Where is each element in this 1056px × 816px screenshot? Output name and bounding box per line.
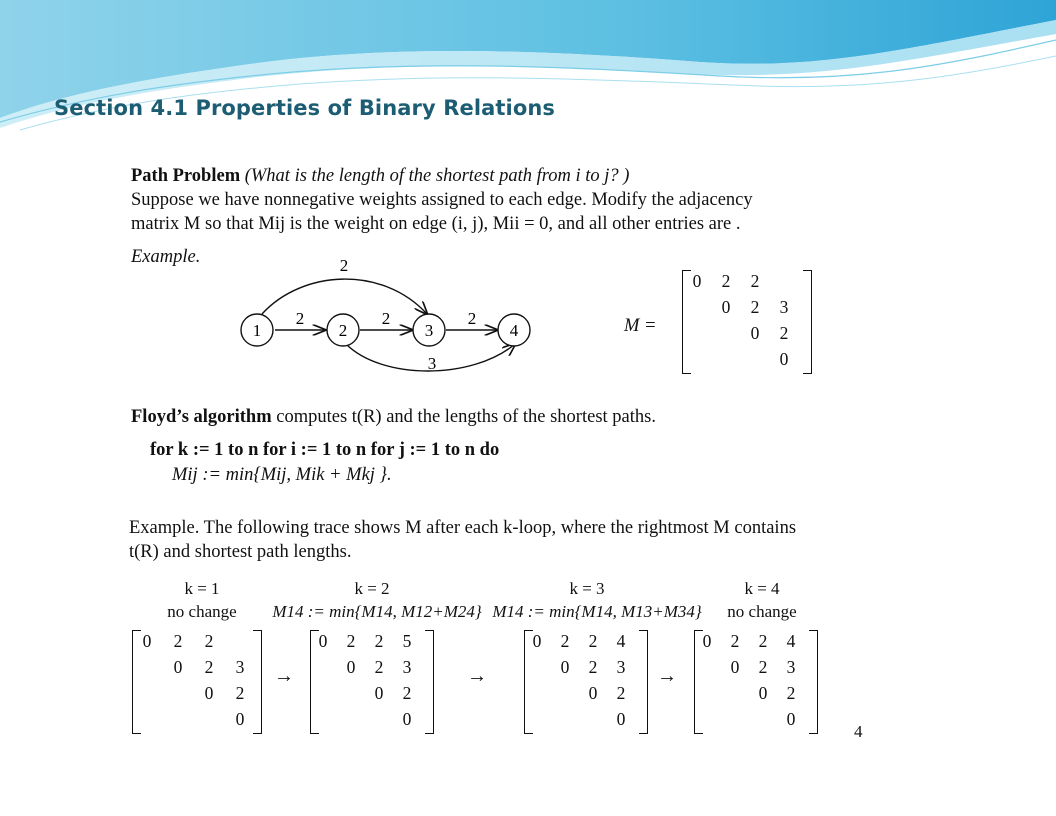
matrix-cell: 2	[786, 683, 796, 703]
matrix-cell: 0	[616, 709, 626, 729]
matrix-cell: 3	[235, 657, 245, 677]
matrix-cell: 0	[702, 631, 712, 651]
matrix-cell: 0	[346, 657, 356, 677]
matrix-cell: 0	[173, 657, 183, 677]
matrix-cell: 2	[750, 271, 760, 291]
matrix-cell: 3	[402, 657, 412, 677]
path-problem-line3: matrix M so that Mij is the weight on edge (i, j), Mii = 0, and all other entries are .	[131, 214, 741, 234]
trace-step-1-k: k = 1	[184, 579, 220, 598]
matrix-cell: 3	[779, 297, 789, 317]
matrix-cell: 2	[588, 657, 598, 677]
matrix-cell: 0	[402, 709, 412, 729]
trace-matrix-k4	[694, 630, 818, 734]
matrix-cell: 2	[374, 631, 384, 651]
page-number: 4	[854, 722, 863, 741]
node-3-label: 3	[424, 321, 434, 340]
floyd-code-line2: Mij := min{Mij, Mik + Mkj }.	[172, 465, 392, 485]
trace-line1: Example. The following trace shows M after each k-loop, where the rightmost M contains	[129, 518, 797, 538]
matrix-cell: 2	[402, 683, 412, 703]
adjacency-matrix	[682, 270, 812, 374]
matrix-cell: 0	[560, 657, 570, 677]
matrix-cell: 0	[758, 683, 768, 703]
example-label: Example.	[131, 247, 201, 267]
matrix-cell: 2	[374, 657, 384, 677]
edge-weight-3-4: 2	[467, 309, 477, 328]
trace-matrix-k3	[524, 630, 648, 734]
trace-matrix-k1	[132, 630, 262, 734]
matrix-cell: 2	[204, 631, 214, 651]
figure-content	[122, 160, 880, 745]
matrix-cell: 0	[142, 631, 152, 651]
edge-1-3	[262, 279, 427, 314]
edge-weight-2-3: 2	[381, 309, 391, 328]
matrix-cell: 0	[532, 631, 542, 651]
matrix-cell: 3	[786, 657, 796, 677]
matrix-cell: 0	[730, 657, 740, 677]
matrix-cell: 2	[758, 657, 768, 677]
matrix-cell: 2	[721, 271, 731, 291]
matrix-cell: 2	[588, 631, 598, 651]
trace-step-4-k: k = 4	[744, 579, 780, 598]
edge-weight-2-4: 3	[427, 354, 437, 372]
node-2-label: 2	[338, 321, 348, 340]
matrix-cell: 3	[616, 657, 626, 677]
trace-matrix-k2	[310, 630, 434, 734]
trace-step-3-k: k = 3	[569, 579, 605, 598]
path-problem-heading: Path Problem	[131, 166, 241, 186]
trace-step-2-k: k = 2	[354, 579, 390, 598]
trace-step-2-note: M14 := min{M14, M12+M24}	[272, 602, 482, 621]
floyd-line	[131, 406, 656, 428]
matrix-cell: 2	[779, 323, 789, 343]
path-problem-heading-line	[131, 165, 629, 187]
matrix-cell: 2	[235, 683, 245, 703]
edge-weight-1-2: 2	[295, 309, 305, 328]
slide-title: Section 4.1 Properties of Binary Relations	[54, 96, 556, 120]
edge-weight-1-3: 2	[339, 256, 349, 275]
trace-line2: t(R) and shortest path lengths.	[129, 542, 352, 562]
matrix-cell: 0	[750, 323, 760, 343]
floyd-description: computes t(R) and the lengths of the shortest paths.	[276, 407, 656, 427]
matrix-cell: 0	[235, 709, 245, 729]
path-problem-question: (What is the length of the shortest path from i to j? )	[244, 166, 630, 186]
matrix-cell: 2	[560, 631, 570, 651]
matrix-cell: 2	[346, 631, 356, 651]
matrix-cell: 2	[204, 657, 214, 677]
arrow-icon: →	[467, 665, 487, 687]
matrix-cell: 2	[173, 631, 183, 651]
matrix-cell: 2	[616, 683, 626, 703]
weighted-graph	[232, 250, 552, 372]
path-problem-line2: Suppose we have nonnegative weights assigned to each edge. Modify the adjacency	[131, 190, 753, 210]
matrix-cell: 2	[730, 631, 740, 651]
matrix-cell: 2	[750, 297, 760, 317]
matrix-cell: 0	[721, 297, 731, 317]
matrix-cell: 5	[402, 631, 412, 651]
matrix-cell: 2	[758, 631, 768, 651]
matrix-m-label: M =	[624, 316, 657, 336]
matrix-cell: 0	[692, 271, 702, 291]
matrix-cell: 0	[204, 683, 214, 703]
node-4-label: 4	[509, 321, 519, 340]
node-1-label: 1	[252, 321, 262, 340]
arrow-icon: →	[274, 665, 294, 687]
floyd-code-line1: for k := 1 to n for i := 1 to n for j := 1 to n do	[150, 440, 500, 460]
matrix-cell: 0	[374, 683, 384, 703]
arrow-icon: →	[657, 665, 677, 687]
matrix-cell: 0	[318, 631, 328, 651]
trace-step-4-note: no change	[727, 602, 797, 621]
trace-step-1-note: no change	[167, 602, 237, 621]
floyd-heading: Floyd’s algorithm	[131, 407, 272, 427]
matrix-cell: 0	[786, 709, 796, 729]
matrix-cell: 0	[779, 349, 789, 369]
trace-step-3-note: M14 := min{M14, M13+M34}	[492, 602, 702, 621]
matrix-cell: 0	[588, 683, 598, 703]
matrix-cell: 4	[616, 631, 626, 651]
matrix-cell: 4	[786, 631, 796, 651]
